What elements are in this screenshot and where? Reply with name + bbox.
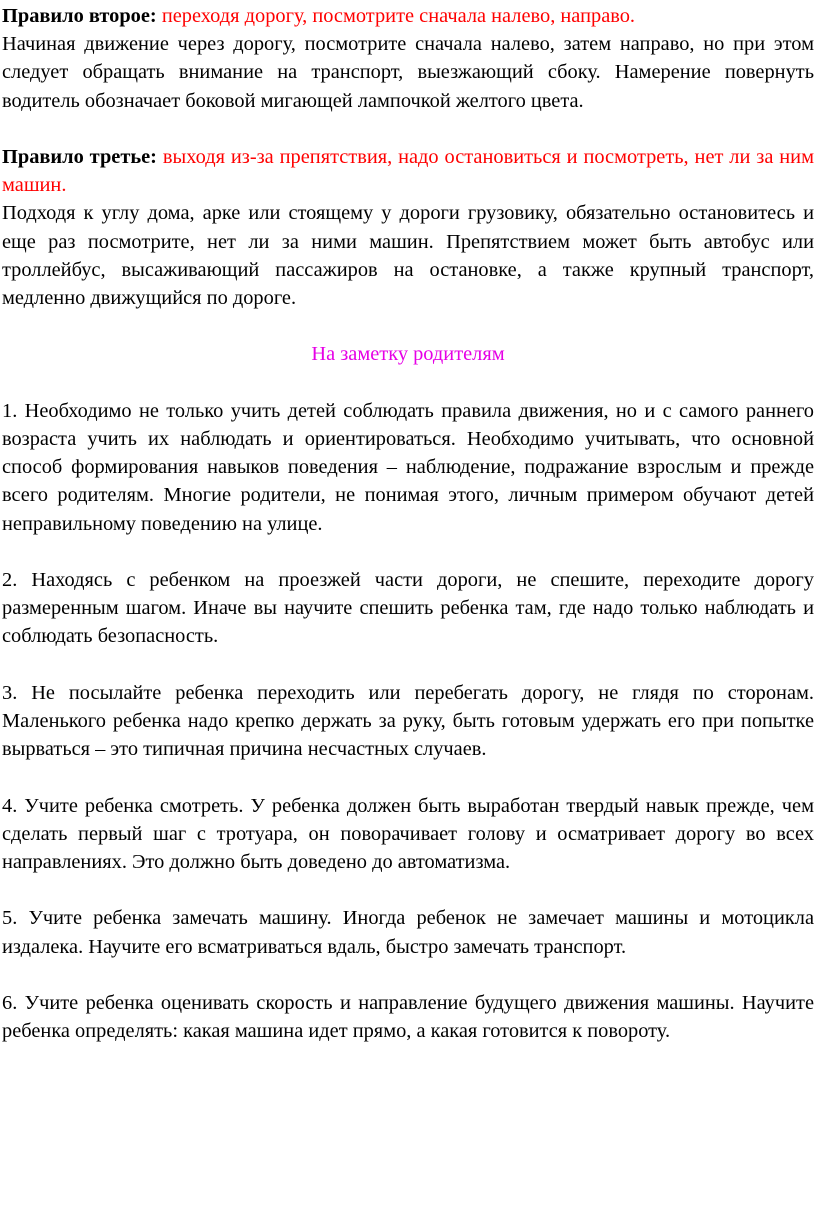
spacer [2,115,814,143]
rule-three-body: Подходя к углу дома, арке или стоящему у дороги грузовику, обязательно остановитесь и еще раз посмотрите, нет ли за ними машин. Препятствием может быть автобус или троллейбус, высаживающий пассажиров на остановке, а также крупный транспорт, медленно движущийся по дороге. [2,202,814,310]
rule-two-heading [2,2,814,30]
rule-two-highlight: переходя дорогу, посмотрите сначала налево, направо. [161,5,636,27]
advice-item-1: 1. Необходимо не только учить детей соблюдать правила движения, но и с самого раннего возраста учить их наблюдать и ориентироваться. Необходимо учитывать, что основной способ формирования навыков поведения – наблюдение, подражание взрослым и прежде всего родителям. Многие родители, не понимая этого, личным примером обучают детей неправильному поведению на улице. [2,399,814,535]
spacer [2,651,814,679]
advice-item-5: 5. Учите ребенка замечать машину. Иногда ребенок не замечает машины и мотоцикла издалека. Научите его всматриваться вдаль, быстро замечать транспорт. [2,907,814,958]
spacer [2,312,814,340]
spacer [2,961,814,989]
rule-two-body: Начиная движение через дорогу, посмотрите сначала налево, затем направо, но при этом следует обращать внимание на транспорт, выезжающий сбоку. Намерение повернуть водитель обозначает боковой мигающей лампочкой желтого цвета. [2,33,814,112]
advice-item-3: 3. Не посылайте ребенка переходить или перебегать дорогу, не глядя по сторонам. Маленького ребенка надо крепко держать за руку, быть готовым удержать его при попытке вырваться – это типичная причина несчастных случаев. [2,681,814,761]
spacer [2,876,814,904]
rule-three-label: Правило третье: [2,146,157,168]
spacer [2,538,814,566]
advice-item-2: 2. Находясь с ребенком на проезжей части дороги, не спешите, переходите дорогу размеренным шагом. Иначе вы научите спешить ребенка там, где надо только наблюдать и соблюдать безопасность. [2,569,814,648]
advice-item-6: 6. Учите ребенка оценивать скорость и направление будущего движения машины. Научите ребенка определять: какая машина идет прямо, а какая готовится к повороту. [2,991,814,1043]
spacer [2,763,814,791]
rule-two-label: Правило второе: [2,5,157,27]
advice-item-4: 4. Учите ребенка смотреть. У ребенка должен быть выработан твердый навык прежде, чем сделать первый шаг с тротуара, он поворачивает голову и осматривает дорогу во всех направлениях. Это должно быть доведено до автоматизма. [2,794,814,873]
rule-three-highlight: выходя из-за препятствия, надо остановиться и посмотреть, нет ли за ним машин. [2,146,814,197]
document-page [2,2,814,1045]
spacer [2,369,814,397]
rule-three-heading [2,143,814,199]
section-title: На заметку родителям [311,343,505,366]
